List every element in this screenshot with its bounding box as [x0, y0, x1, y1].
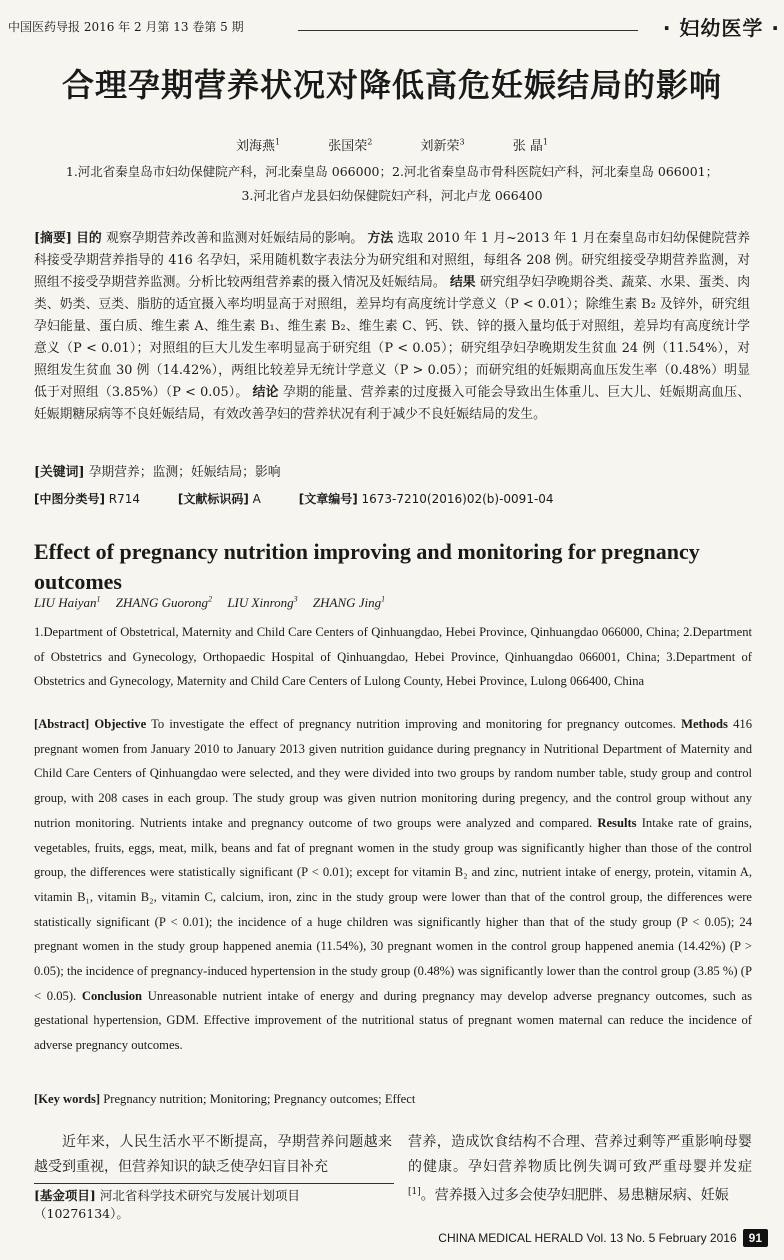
chinese-abstract: [摘要] 目的 观察孕期营养改善和监测对妊娠结局的影响。 方法 选取 2010 年 1 月~2013 年 1 月在秦皇岛市妇幼保健院营养科接受孕期营养指导的 416 名孕妇，采用随机数字表法分为研究组和对照组，每组各 208 例。研究组接受孕期营养监测，对照组不接受孕期营养监测。分析比较两组营养素的摄入情况及妊娠结局。 结果 研究组孕妇孕晚期谷类、蔬菜、水果、蛋类、肉类、奶类、豆类、脂肪的适宜摄入率均明显高于对照组，差异均有高度统计学意义（P < 0.01）；除维生素 B₂ 及锌外，研究组孕妇能量、蛋白质、维生素 A、维生素 B₁、维生素 B₂、维生素 C、钙、铁、锌的摄入量均低于对照组，差异均有高度统计学意义（P < 0.01）；对照组的巨大儿发生率明显高于研究组（P < 0.05）；研究组孕妇孕晚期发生贫血 24 例（11.54%），对照组发生贫血 30 例（14.42%），两组比较差异无统计学意义（P > 0.05）；而研究组的妊娠期高血压发生率（0.48%）明显低于对照组（3.85%）（P < 0.05）。 结论 孕期的能量、营养素的过度摄入可能会导致出生体重儿、巨大儿、妊娠期高血压、妊娠期糖尿病等不良妊娠结局，有效改善孕妇的营养状况有利于减少不良妊娠结局的发生。: [34, 231, 750, 422]
author-zh: 刘海燕$^1$: [236, 137, 281, 154]
chinese-authors: [0, 135, 784, 154]
footer-journal: CHINA MEDICAL HERALD Vol. 13 No. 5 February 2016: [438, 1231, 737, 1245]
author-en: ZHANG Jing$^1$: [312, 595, 386, 611]
chinese-keywords: [关键词] 孕期营养；监测；妊娠结局；影响: [34, 465, 281, 480]
english-keywords: [Key words] Pregnancy nutrition; Monitoring; Pregnancy outcomes; Effect: [34, 1092, 416, 1106]
affiliation-line: 3.河北省卢龙县妇幼保健院妇产科，河北卢龙 066400: [241, 188, 543, 203]
author-zh: 刘新荣$^3$: [420, 137, 465, 154]
page-number: 91: [743, 1229, 768, 1247]
reference-marker[interactable]: [1]: [408, 1187, 421, 1197]
english-abstract: [Abstract] Objective To investigate the effect of pregnancy nutrition improving and monitoring for pregnancy outcomes. Methods 416 pregnant women from January 2010 to January 2013 given nutrition guidance during pregnancy in Nutritional Department of Maternity and Child Care Centers of Qinhuangdao were selected, and they were divided into two groups by random number table, study group and control group, with 208 cases in each group. The study group was given nutrion monitoring during pregency, and the control group without any nutrion monitoring. Nutrients intake and pregnancy outcome of two groups were analyzed and compared. Results Intake rate of grains, vegetables, fruits, eggs, meat, milk, beans and fat of pregnant women in the study group was significantly higher than those of the control group, the differences were statistically significant (P < 0.01); except for vitamin B₂ and zinc, nutrient intake of energy, protein, vitamin A, vitamin B₁, vitamin B₂, vitamin C, calcium, iron, zinc in the study group were lower than that of the control group, the differences were statistically significant (P < 0.01); the incidence of a huge children was significantly higher than that of the study group (P < 0.05); 24 pregnant women in the study group happened anemia (11.54%), 30 pregnant women in the control group happened anemia (14.42%) (P > 0.05); the incidence of pregnancy-induced hypertension in the study group (0.48%) was significantly lower than the control group (3.85 %) (P < 0.05). Conclusion Unreasonable nutrient intake of energy and during pregnancy may develop adverse pregnancy outcomes, such as gestational hypertension, GDM. Effective improvement of the nutritional status of pregnant women maternal can reduce the incidence of adverse pregnancy outcomes.: [34, 717, 752, 1053]
page-footer: [438, 1229, 768, 1247]
chinese-title: 合理孕期营养状况对降低高危妊娠结局的影响: [61, 66, 722, 104]
author-zh: 张国荣$^2$: [328, 137, 373, 154]
author-en: LIU Haiyan$^1$: [34, 595, 101, 611]
author-en: LIU Xinrong$^3$: [227, 595, 298, 611]
header-rule: [298, 30, 638, 31]
english-authors: [34, 595, 397, 611]
author-en: ZHANG Guorong$^2$: [115, 595, 213, 611]
section-label: · 妇幼医学 ·: [662, 16, 780, 40]
affiliation-line: 1.河北省秦皇岛市妇幼保健院产科，河北秦皇岛 066000；2.河北省秦皇岛市骨科医院妇产科，河北秦皇岛 066001；: [65, 164, 719, 179]
english-affiliations: 1.Department of Obstetrical, Maternity and Child Care Centers of Qinhuangdao, Hebei Province, Qinhuangdao 066000, China; 2.Department of Obstetrics and Gynecology, Orthopaedic Hospital of Qinhuangdao, Hebei Province, Qinhuangdao 066001, China; 3.Department of Obstetrics and Gynecology, Maternity and Child Care Centers of Lulong County, Hebei Province, Lulong 066400, China: [34, 625, 752, 689]
funding-note: [基金项目] 河北省科学技术研究与发展计划项目（10276134）。: [34, 1183, 394, 1222]
body-text-right-column: 营养，造成饮食结构不合理、营养过剩等严重影响母婴的健康。孕妇营养物质比例失调可致严重母婴并发症[1]。营养摄入过多会使孕妇肥胖、易患糖尿病、妊娠: [408, 1134, 752, 1204]
chinese-affiliations: [8, 160, 776, 208]
english-title: Effect of pregnancy nutrition improving and monitoring for pregnancy outcomes: [34, 539, 700, 594]
classification-line: [中图分类号] R714 [文献标识码] A [文章编号] 1673-7210(2016)02(b)-0091-04: [34, 492, 554, 506]
body-text-left-column: 近年来，人民生活水平不断提高，孕期营养问题越来越受到重视，但营养知识的缺乏使孕妇盲目补充: [34, 1134, 392, 1175]
author-zh: 张 晶$^1$: [512, 137, 548, 154]
running-header: [8, 8, 780, 42]
journal-issue-line: 中国医药导报 2016 年 2 月第 13 卷第 5 期: [8, 20, 244, 34]
